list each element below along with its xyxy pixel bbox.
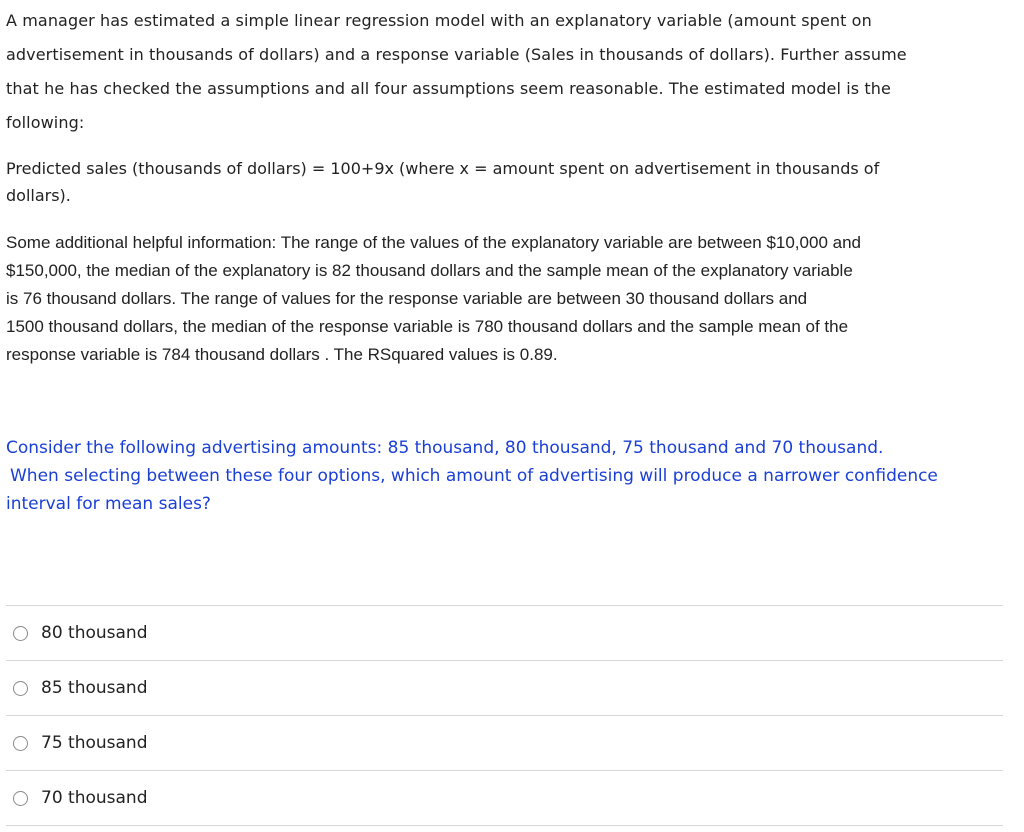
answer-option[interactable] <box>6 716 1003 771</box>
question-prompt <box>6 434 1006 518</box>
model-line: Predicted sales (thousands of dollars) = 100+9x (where x = amount spent on advertisement in thousands of <box>6 159 880 178</box>
question-line: interval for mean sales? <box>6 494 211 514</box>
intro-line: A manager has estimated a simple linear regression model with an explanatory variable (amount spent on <box>6 11 872 30</box>
info-line: $150,000, the median of the explanatory is 82 thousand dollars and the sample mean of the explanatory variable <box>6 261 853 280</box>
radio-button[interactable] <box>13 736 28 751</box>
answer-options <box>6 605 1003 826</box>
radio-button[interactable] <box>13 681 28 696</box>
additional-info <box>6 229 996 369</box>
answer-option[interactable] <box>6 661 1003 716</box>
answer-option-label: 80 thousand <box>41 623 148 643</box>
radio-button[interactable] <box>13 626 28 641</box>
info-line: is 76 thousand dollars. The range of values for the response variable are between 30 thousand dollars and <box>6 289 808 308</box>
question-line: When selecting between these four options, which amount of advertising will produce a narrower confidence <box>10 466 938 486</box>
intro-line: following: <box>6 113 85 132</box>
radio-button[interactable] <box>13 791 28 806</box>
info-line: Some additional helpful information: The range of the values of the explanatory variable are between $10,000 and <box>6 233 861 252</box>
intro-line: advertisement in thousands of dollars) and a response variable (Sales in thousands of dollars). Further assume <box>6 45 907 64</box>
regression-model <box>6 155 996 209</box>
answer-option-label: 75 thousand <box>41 733 148 753</box>
question-line: Consider the following advertising amounts: 85 thousand, 80 thousand, 75 thousand and 70 thousand. <box>6 438 884 458</box>
answer-option-label: 70 thousand <box>41 788 148 808</box>
intro-line: that he has checked the assumptions and all four assumptions seem reasonable. The estimated model is the <box>6 79 891 98</box>
answer-option[interactable] <box>6 606 1003 661</box>
answer-option-label: 85 thousand <box>41 678 148 698</box>
answer-option[interactable] <box>6 771 1003 826</box>
model-line: dollars). <box>6 186 71 205</box>
info-line: 1500 thousand dollars, the median of the response variable is 780 thousand dollars and the sample mean of the <box>6 317 849 336</box>
problem-intro <box>6 4 996 140</box>
info-line: response variable is 784 thousand dollars . The RSquared values is 0.89. <box>6 345 558 364</box>
